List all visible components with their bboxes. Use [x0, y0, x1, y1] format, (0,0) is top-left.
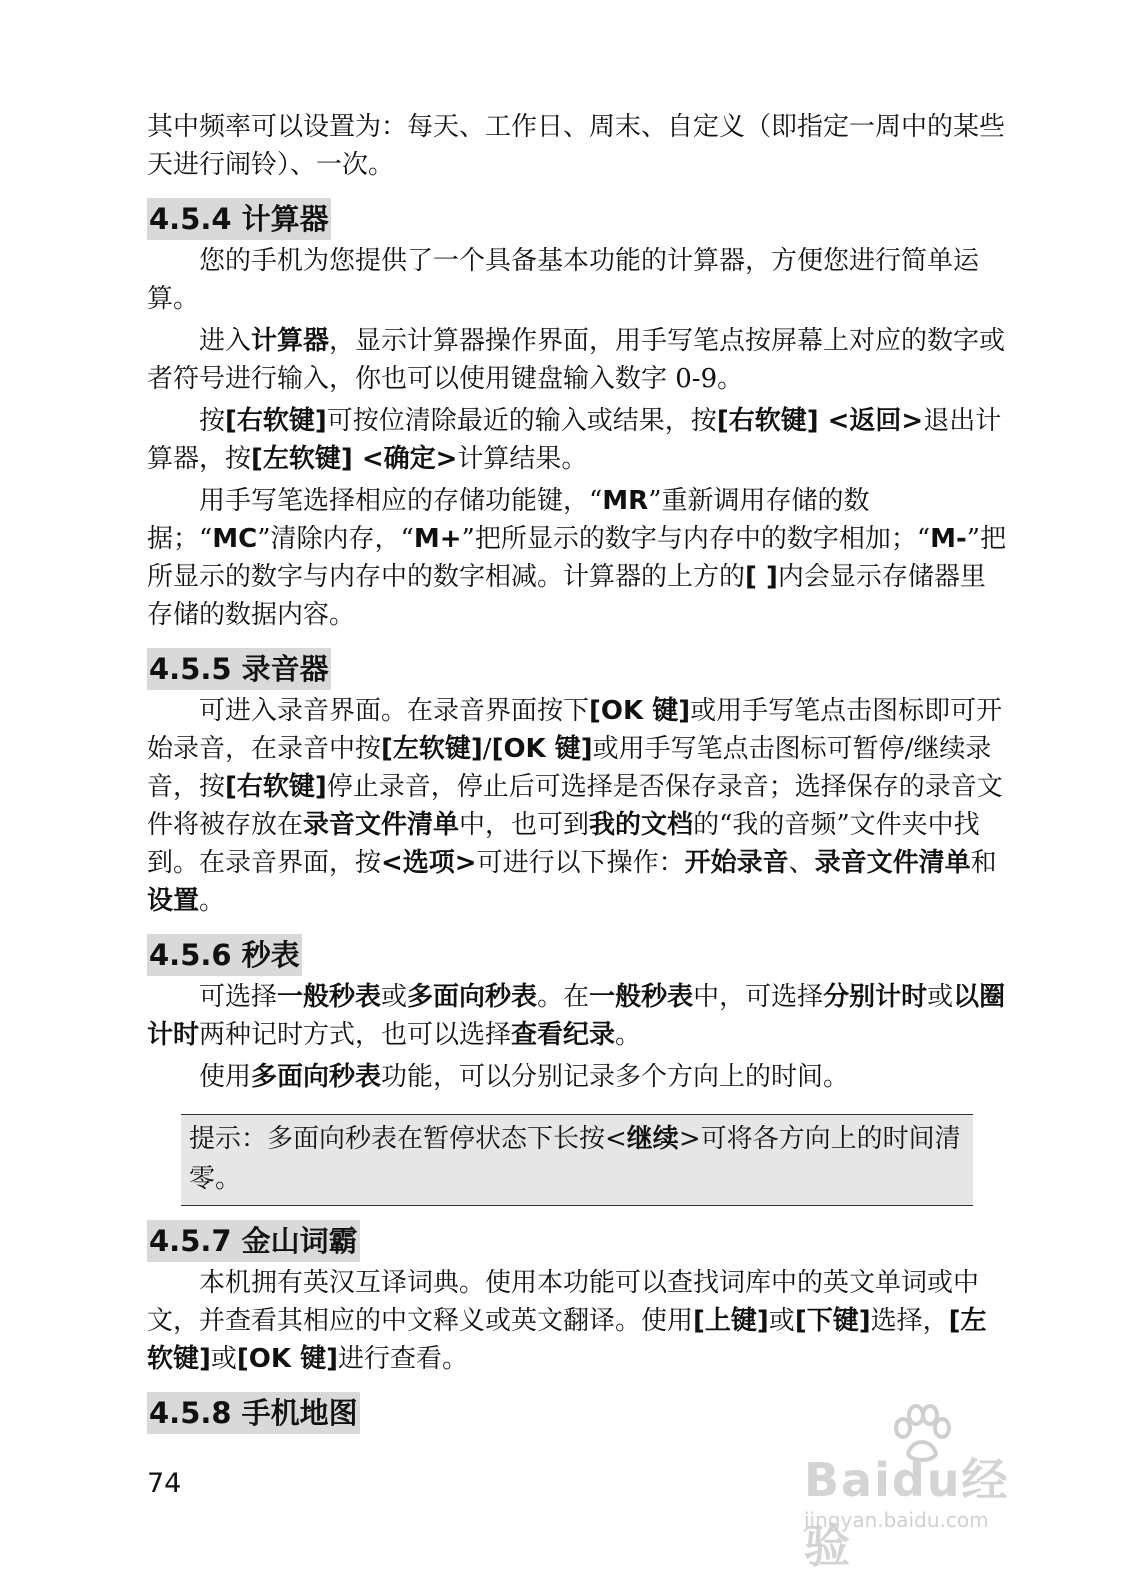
page-body: [147, 108, 1011, 1436]
calculator-paragraph-2: 进入计算器，显示计算器操作界面，用手写笔点按屏幕上对应的数字或者符号进行输入，你也可以使用键盘输入数字 0-9。: [147, 326, 1006, 394]
intro-paragraph: 其中频率可以设置为：每天、工作日、周末、自定义（即指定一周中的某些天进行闹铃）、一次。: [147, 112, 1006, 180]
page-number: 74: [147, 1468, 182, 1499]
stopwatch-paragraph-2: 使用多面向秒表功能，可以分别记录多个方向上的时间。: [199, 1062, 850, 1092]
calculator-paragraph-4: 用手写笔选择相应的存储功能键，“MR”重新调用存储的数据；“MC”清除内存，“M+”把所显示的数字与内存中的数字相加；“M-”把所显示的数字与内存中的数字相减。计算器的上方的[ ]内会显示存储器里存储的数据内容。: [147, 486, 1007, 630]
section-title: 录音器: [241, 652, 329, 686]
watermark-brand: Baidu经验: [804, 1453, 1010, 1573]
calculator-paragraph-3: 按[右软键]可按位清除最近的输入或结果，按[右软键] <返回>退出计算器，按[左软键] <确定>计算结果。: [147, 406, 1002, 474]
dictionary-paragraph: 本机拥有英汉互译词典。使用本功能可以查找词库中的英文单词或中文，并查看其相应的中文释义或英文翻译。使用[上键]或[下键]选择，[左软键]或[OK 键]进行查看。: [147, 1268, 987, 1374]
tip-box: [181, 1114, 973, 1206]
section-title: 计算器: [241, 202, 329, 236]
stopwatch-paragraph-1: 可选择一般秒表或多面向秒表。在一般秒表中，可选择分别计时或以圈计时两种记时方式，也可以选择查看纪录。: [147, 982, 1006, 1050]
section-number: 4.5.4: [149, 202, 232, 236]
section-heading-4-5-5: [147, 648, 1011, 690]
section-number: 4.5.8: [149, 1396, 232, 1430]
section-heading-4-5-7: [147, 1220, 1011, 1262]
watermark-url: jingyan.baidu.com: [804, 1508, 989, 1532]
section-number: 4.5.5: [149, 652, 232, 686]
section-heading-4-5-6: [147, 934, 1011, 976]
baidu-watermark: [800, 1400, 1050, 1573]
section-heading-4-5-4: [147, 198, 1011, 240]
calculator-paragraph-1: 您的手机为您提供了一个具备基本功能的计算器，方便您进行简单运算。: [147, 246, 980, 314]
tip-text: 提示：多面向秒表在暂停状态下长按<继续>可将各方向上的时间清零。: [189, 1124, 961, 1194]
section-number: 4.5.6: [149, 938, 232, 972]
section-title: 秒表: [241, 938, 300, 972]
recorder-paragraph: 可进入录音界面。在录音界面按下[OK 键]或用手写笔点击图标即可开始录音，在录音中按[左软键]/[OK 键]或用手写笔点击图标可暂停/继续录音，按[右软键]停止录音，停止后可选择是否保存录音；选择保存的录音文件将被存放在录音文件清单中，也可到我的文档的“我的音频”文件夹中找到。在录音界面，按<选项>可进行以下操作：开始录音、录音文件清单和设置。: [147, 696, 1003, 916]
section-title: 金山词霸: [241, 1224, 358, 1258]
section-number: 4.5.7: [149, 1224, 232, 1258]
section-title: 手机地图: [241, 1396, 358, 1430]
